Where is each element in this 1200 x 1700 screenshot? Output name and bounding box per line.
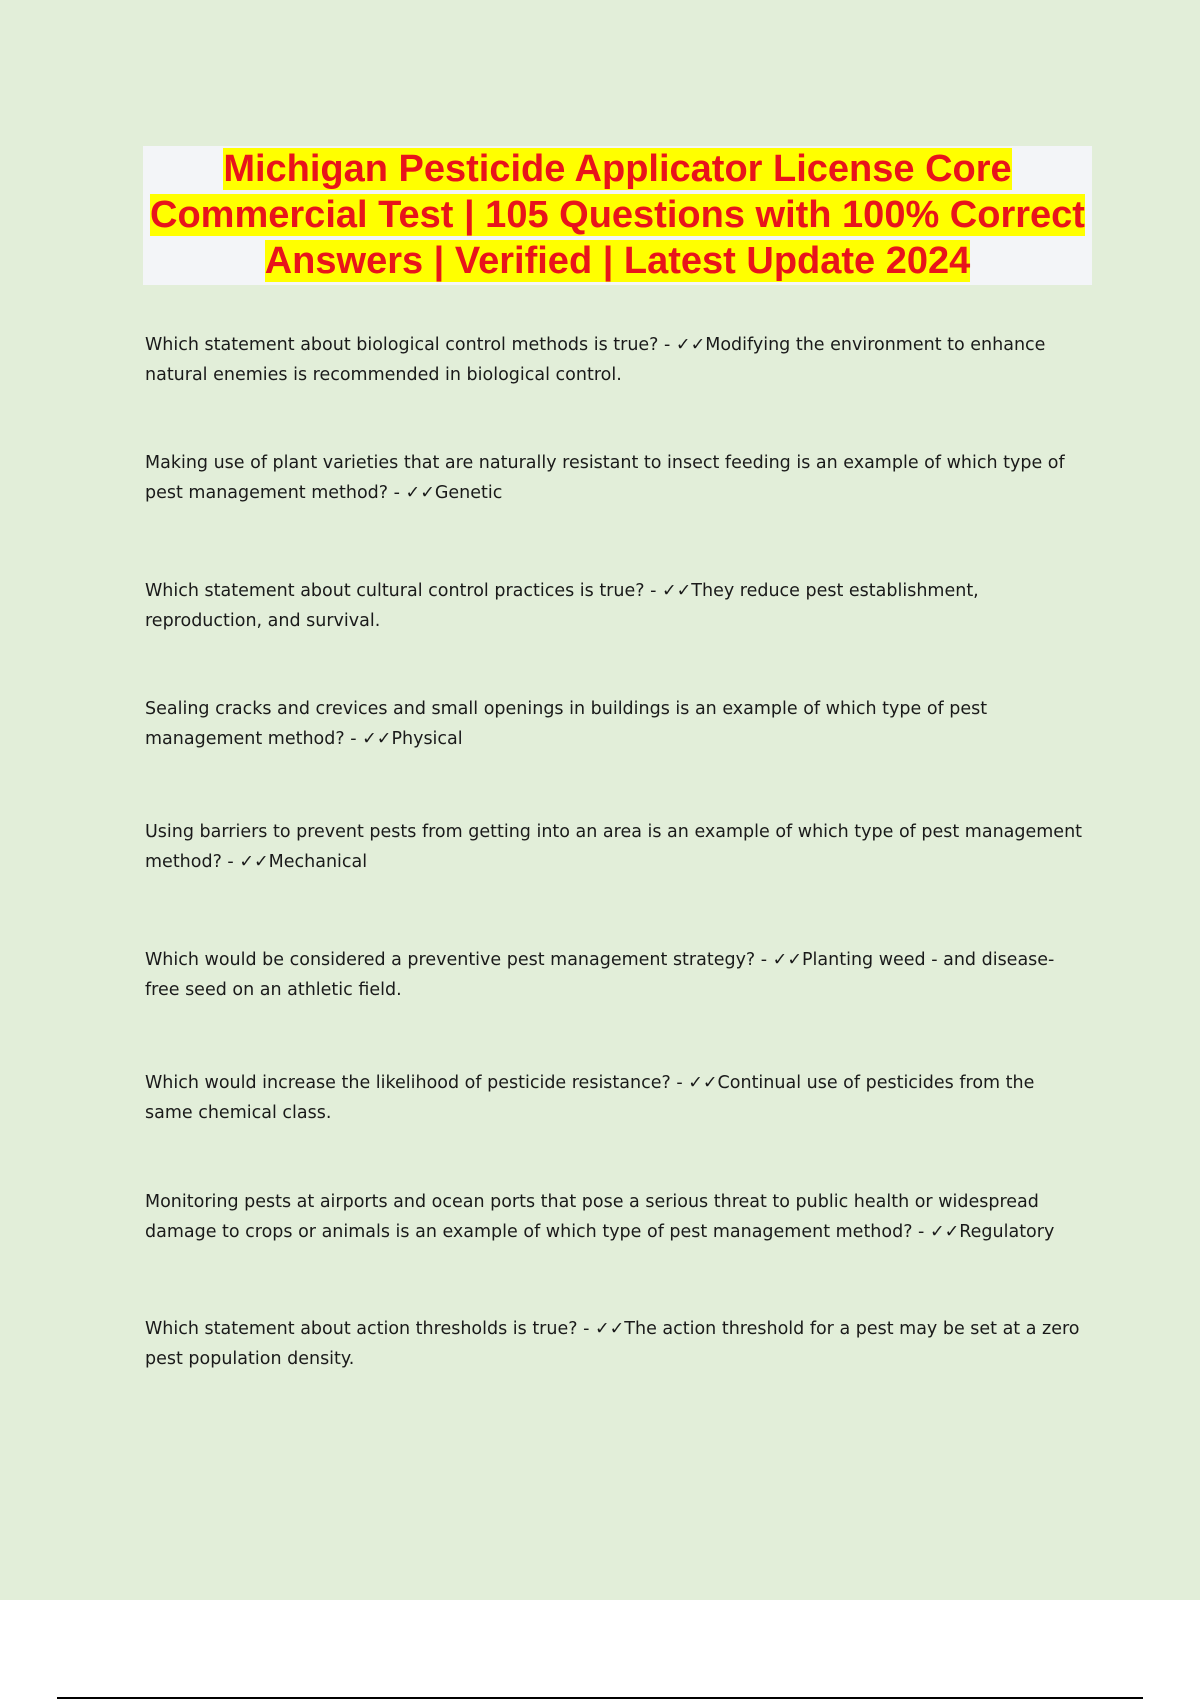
answer-text: Mechanical <box>268 852 368 872</box>
checkmark-icon: ✓✓ <box>688 1073 718 1093</box>
footer-divider <box>57 1697 1143 1699</box>
checkmark-icon: ✓✓ <box>239 852 269 872</box>
answer-text: Continual use of pesticides from the same chemical class. <box>145 1073 1035 1123</box>
document-title: Michigan Pesticide Applicator License Core Commercial Test | 105 Questions with 100% Correct Answers | Verified | Latest Update 2024 <box>150 148 1085 282</box>
question-text: Sealing cracks and crevices and small openings in buildings is an example of which type of pest management method? - <box>145 699 988 749</box>
checkmark-icon: ✓✓ <box>929 1222 960 1242</box>
question-text: Which would be considered a preventive pest management strategy? - <box>145 950 773 970</box>
question-text: Using barriers to prevent pests from getting into an area is an example of which type of pest management method? - <box>145 822 1083 872</box>
answer-text: Physical <box>391 729 463 749</box>
checkmark-icon: ✓✓ <box>675 335 706 355</box>
answer-text: Planting weed - and disease-free seed on an athletic field. <box>145 950 1055 1000</box>
qa-item <box>145 694 1085 754</box>
qa-item <box>145 945 1085 1005</box>
qa-item <box>145 1187 1085 1247</box>
answer-text: The action threshold for a pest may be set at a zero pest population density. <box>145 1319 1080 1369</box>
checkmark-icon: ✓✓ <box>661 581 692 601</box>
checkmark-icon: ✓✓ <box>362 729 392 749</box>
answer-text: Regulatory <box>959 1222 1055 1242</box>
qa-item <box>145 1314 1085 1374</box>
checkmark-icon: ✓✓ <box>772 950 802 970</box>
answer-text: Genetic <box>434 483 503 503</box>
question-text: Making use of plant varieties that are naturally resistant to insect feeding is an example of which type of pest management method? - <box>145 453 1065 503</box>
answer-text: Modifying the environment to enhance natural enemies is recommended in biological control. <box>145 335 1046 385</box>
question-text: Monitoring pests at airports and ocean ports that pose a serious threat to public health or widespread damage to crops or animals is an example of which type of pest management method? - <box>145 1192 1039 1242</box>
question-text: Which would increase the likelihood of pesticide resistance? - <box>145 1073 689 1093</box>
title-banner <box>143 146 1092 285</box>
qa-item <box>145 1068 1085 1128</box>
checkmark-icon: ✓✓ <box>405 483 435 503</box>
question-text: Which statement about cultural control practices is true? - <box>145 581 662 601</box>
question-text: Which statement about biological control methods is true? - <box>145 335 676 355</box>
question-text: Which statement about action thresholds is true? - <box>145 1319 595 1339</box>
answer-text: They reduce pest establishment, reproduction, and survival. <box>145 581 979 631</box>
checkmark-icon: ✓✓ <box>594 1319 625 1339</box>
qa-item <box>145 330 1085 390</box>
qa-item <box>145 448 1085 508</box>
qa-item <box>145 576 1085 636</box>
qa-item <box>145 817 1085 877</box>
